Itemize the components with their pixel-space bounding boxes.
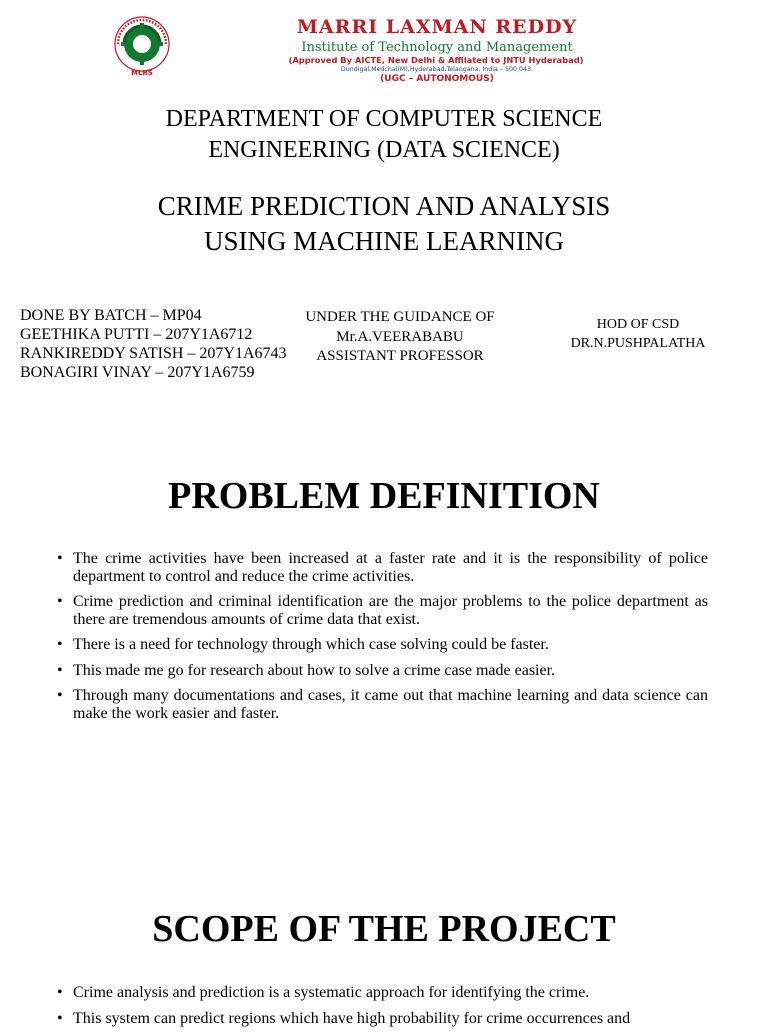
list-item: [55, 550, 708, 585]
list-item-text: This system can predict regions which have high probability for crime occurrences and: [73, 1009, 631, 1027]
list-item-text: Crime prediction and criminal identification are the major problems to the police department as there are tremendous amounts of crime data that exist.: [73, 593, 708, 628]
guidance-block: [288, 308, 512, 367]
list-item: [55, 1010, 708, 1028]
bullet-icon: •: [57, 593, 63, 610]
hod-heading: HOD OF CSD: [596, 317, 680, 332]
batch-member: GEETHIKA PUTTI – 207Y1A6712: [20, 326, 253, 343]
guide-name: Mr.A.VEERABABU: [336, 328, 464, 345]
institute-logo: [110, 14, 174, 78]
project-title-line-2: USING MACHINE LEARNING: [204, 226, 564, 256]
bullet-icon: •: [57, 661, 63, 679]
list-item-text: The crime activities have been increased at a faster rate and it is the responsibility of police department to control and reduce the crime activities.: [73, 550, 708, 585]
batch-heading: DONE BY BATCH – MP04: [20, 307, 202, 324]
guide-role: ASSISTANT PROFESSOR: [316, 348, 484, 364]
list-item-text: Through many documentations and cases, it came out that machine learning and data science can make the work easier and faster.: [73, 687, 708, 722]
institute-name: MARRI LAXMAN REDDY: [296, 16, 578, 38]
institute-address: Dundigal,Medchal(M),Hyderabad,Telangana, India – 500 043.: [340, 66, 534, 73]
list-item-text: There is a need for technology through which case solving could be faster.: [73, 636, 549, 653]
bullet-icon: •: [57, 550, 63, 567]
logo-abbr: MLRS: [131, 69, 153, 77]
bullet-icon: •: [57, 636, 63, 653]
project-title: [40, 189, 728, 259]
department-heading: [40, 104, 728, 166]
batch-member: BONAGIRI VINAY – 207Y1A6759: [20, 364, 255, 381]
hod-name: DR.N.PUSHPALATHA: [570, 335, 706, 351]
list-item: [55, 984, 708, 1002]
list-item: [55, 636, 708, 654]
problem-definition-list: [55, 550, 708, 730]
problem-definition-heading: PROBLEM DEFINITION: [168, 475, 600, 517]
bullet-icon: •: [57, 984, 63, 1001]
guidance-heading: UNDER THE GUIDANCE OF: [305, 309, 495, 325]
scope-heading: SCOPE OF THE PROJECT: [152, 908, 616, 950]
batch-member: RANKIREDDY SATISH – 207Y1A6743: [20, 345, 287, 362]
list-item-text: This made me go for research about how to solve a crime case made easier.: [73, 661, 556, 679]
batch-members: [20, 306, 287, 382]
institute-subtitle: Institute of Technology and Management: [301, 40, 573, 55]
bullet-icon: •: [57, 687, 63, 704]
department-line-1: DEPARTMENT OF COMPUTER SCIENCE: [165, 106, 603, 132]
hod-block: [550, 316, 726, 353]
list-item-text: Crime analysis and prediction is a systematic approach for identifying the crime.: [73, 984, 590, 1001]
project-title-line-1: CRIME PREDICTION AND ANALYSIS: [157, 191, 611, 221]
list-item: [55, 662, 708, 680]
institute-approval: (Approved By AICTE, New Delhi & Affilated to JNTU Hyderabad): [288, 55, 584, 65]
bullet-icon: •: [57, 1009, 63, 1027]
institute-banner: [100, 10, 676, 82]
department-line-2: ENGINEERING (DATA SCIENCE): [208, 137, 560, 163]
scope-list: [55, 984, 708, 1035]
list-item: [55, 593, 708, 628]
institute-ugc-status: (UGC – AUTONOMOUS): [380, 74, 494, 84]
list-item: [55, 687, 708, 722]
